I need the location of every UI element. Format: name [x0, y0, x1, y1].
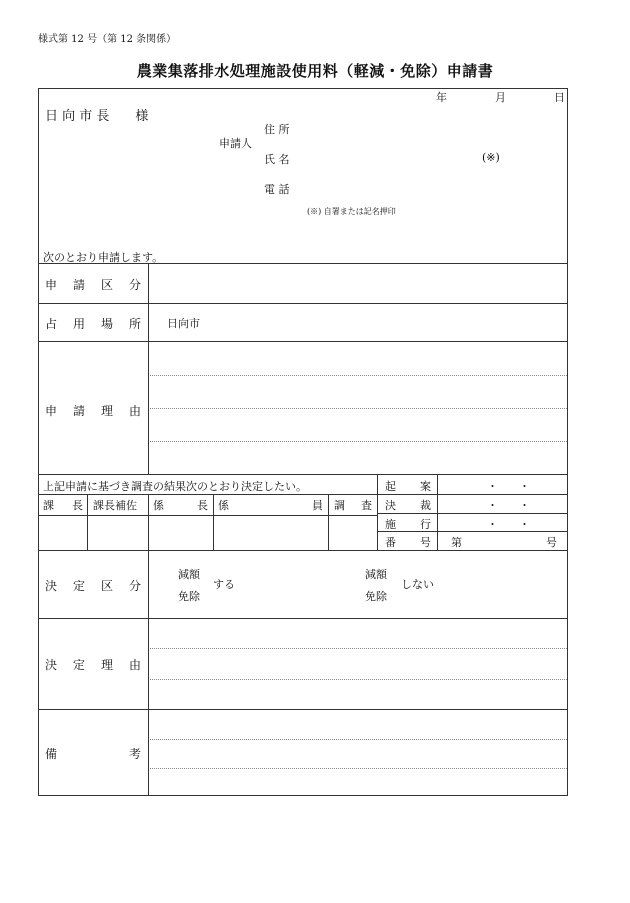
dotted-rule [148, 648, 567, 649]
rule [39, 303, 567, 304]
deputy-chief-label: 課長補佐 [93, 499, 137, 512]
reduce-option: 減額 [178, 568, 200, 581]
subsection-chief-label: 係 長 [153, 499, 208, 512]
number-prefix: 第 [451, 536, 462, 549]
enforced-date-dot: ・ [487, 518, 498, 531]
rule [39, 618, 567, 619]
application-form [38, 88, 568, 796]
form-title: 農業集落排水処理施設使用料（軽減・免除）申請書 [136, 62, 494, 80]
drafted-date-dot: ・ [487, 480, 498, 493]
application-reason-label: 申 請 理 由 [45, 404, 141, 418]
intro-text: 次のとおり申請します。 [43, 251, 164, 264]
signature-note: (※) 自署または記名押印 [307, 207, 396, 216]
rule [39, 341, 567, 342]
applicant-label: 申請人 [219, 137, 252, 150]
rule [377, 513, 567, 514]
number-label: 番 号 [385, 536, 431, 549]
approved-date-dot: ・ [487, 499, 498, 512]
form-number: 様式第 12 号（第 12 条関係） [38, 34, 177, 45]
addressee: 日 向 市 長 様 [45, 109, 149, 124]
address-label: 住 所 [264, 123, 290, 136]
enforced-date-dot: ・ [519, 518, 530, 531]
dotted-rule [148, 739, 567, 740]
approved-label: 決 裁 [385, 499, 431, 512]
date-month-label: 月 [495, 91, 506, 104]
dotted-rule [148, 375, 567, 376]
location-label: 占 用 場 所 [45, 317, 141, 331]
dotted-rule [148, 441, 567, 442]
section-chief-label: 課 長 [43, 499, 83, 512]
decision-reason-label: 決 定 理 由 [45, 658, 141, 672]
seal-mark: (※) [482, 151, 500, 164]
date-year-label: 年 [436, 91, 447, 104]
do-not-option: しない [401, 578, 434, 591]
rule [39, 550, 567, 551]
drafted-date-dot: ・ [519, 480, 530, 493]
application-category-label: 申 請 区 分 [45, 278, 141, 292]
column-divider [148, 263, 149, 474]
decision-category-label: 決 定 区 分 [45, 579, 141, 593]
do-option: する [213, 578, 235, 591]
approved-date-dot: ・ [519, 499, 530, 512]
enforced-label: 施 行 [385, 518, 431, 531]
phone-label: 電 話 [264, 183, 290, 196]
number-suffix: 号 [546, 536, 557, 549]
location-value: 日向市 [167, 317, 200, 330]
reduce-option: 減額 [365, 568, 387, 581]
exempt-option: 免除 [365, 590, 387, 603]
column-divider [148, 550, 149, 796]
column-divider [213, 494, 214, 550]
column-divider [148, 494, 149, 550]
drafted-label: 起 案 [385, 480, 431, 493]
date-day-label: 日 [554, 91, 565, 104]
dotted-rule [148, 768, 567, 769]
remarks-label: 備 考 [45, 747, 141, 761]
column-divider [377, 474, 378, 550]
rule [39, 515, 377, 516]
name-label: 氏 名 [264, 153, 290, 166]
investigation-label: 調 査 [334, 499, 372, 512]
rule [39, 263, 567, 264]
dotted-rule [148, 679, 567, 680]
column-divider [328, 494, 329, 550]
rule [39, 494, 567, 495]
rule [39, 709, 567, 710]
exempt-option: 免除 [178, 590, 200, 603]
column-divider [87, 494, 88, 550]
column-divider [437, 474, 438, 550]
dotted-rule [148, 408, 567, 409]
staff-member-label: 係 員 [218, 499, 323, 512]
decision-header: 上記申請に基づき調査の結果次のとおり決定したい。 [43, 480, 307, 493]
rule [39, 474, 567, 475]
